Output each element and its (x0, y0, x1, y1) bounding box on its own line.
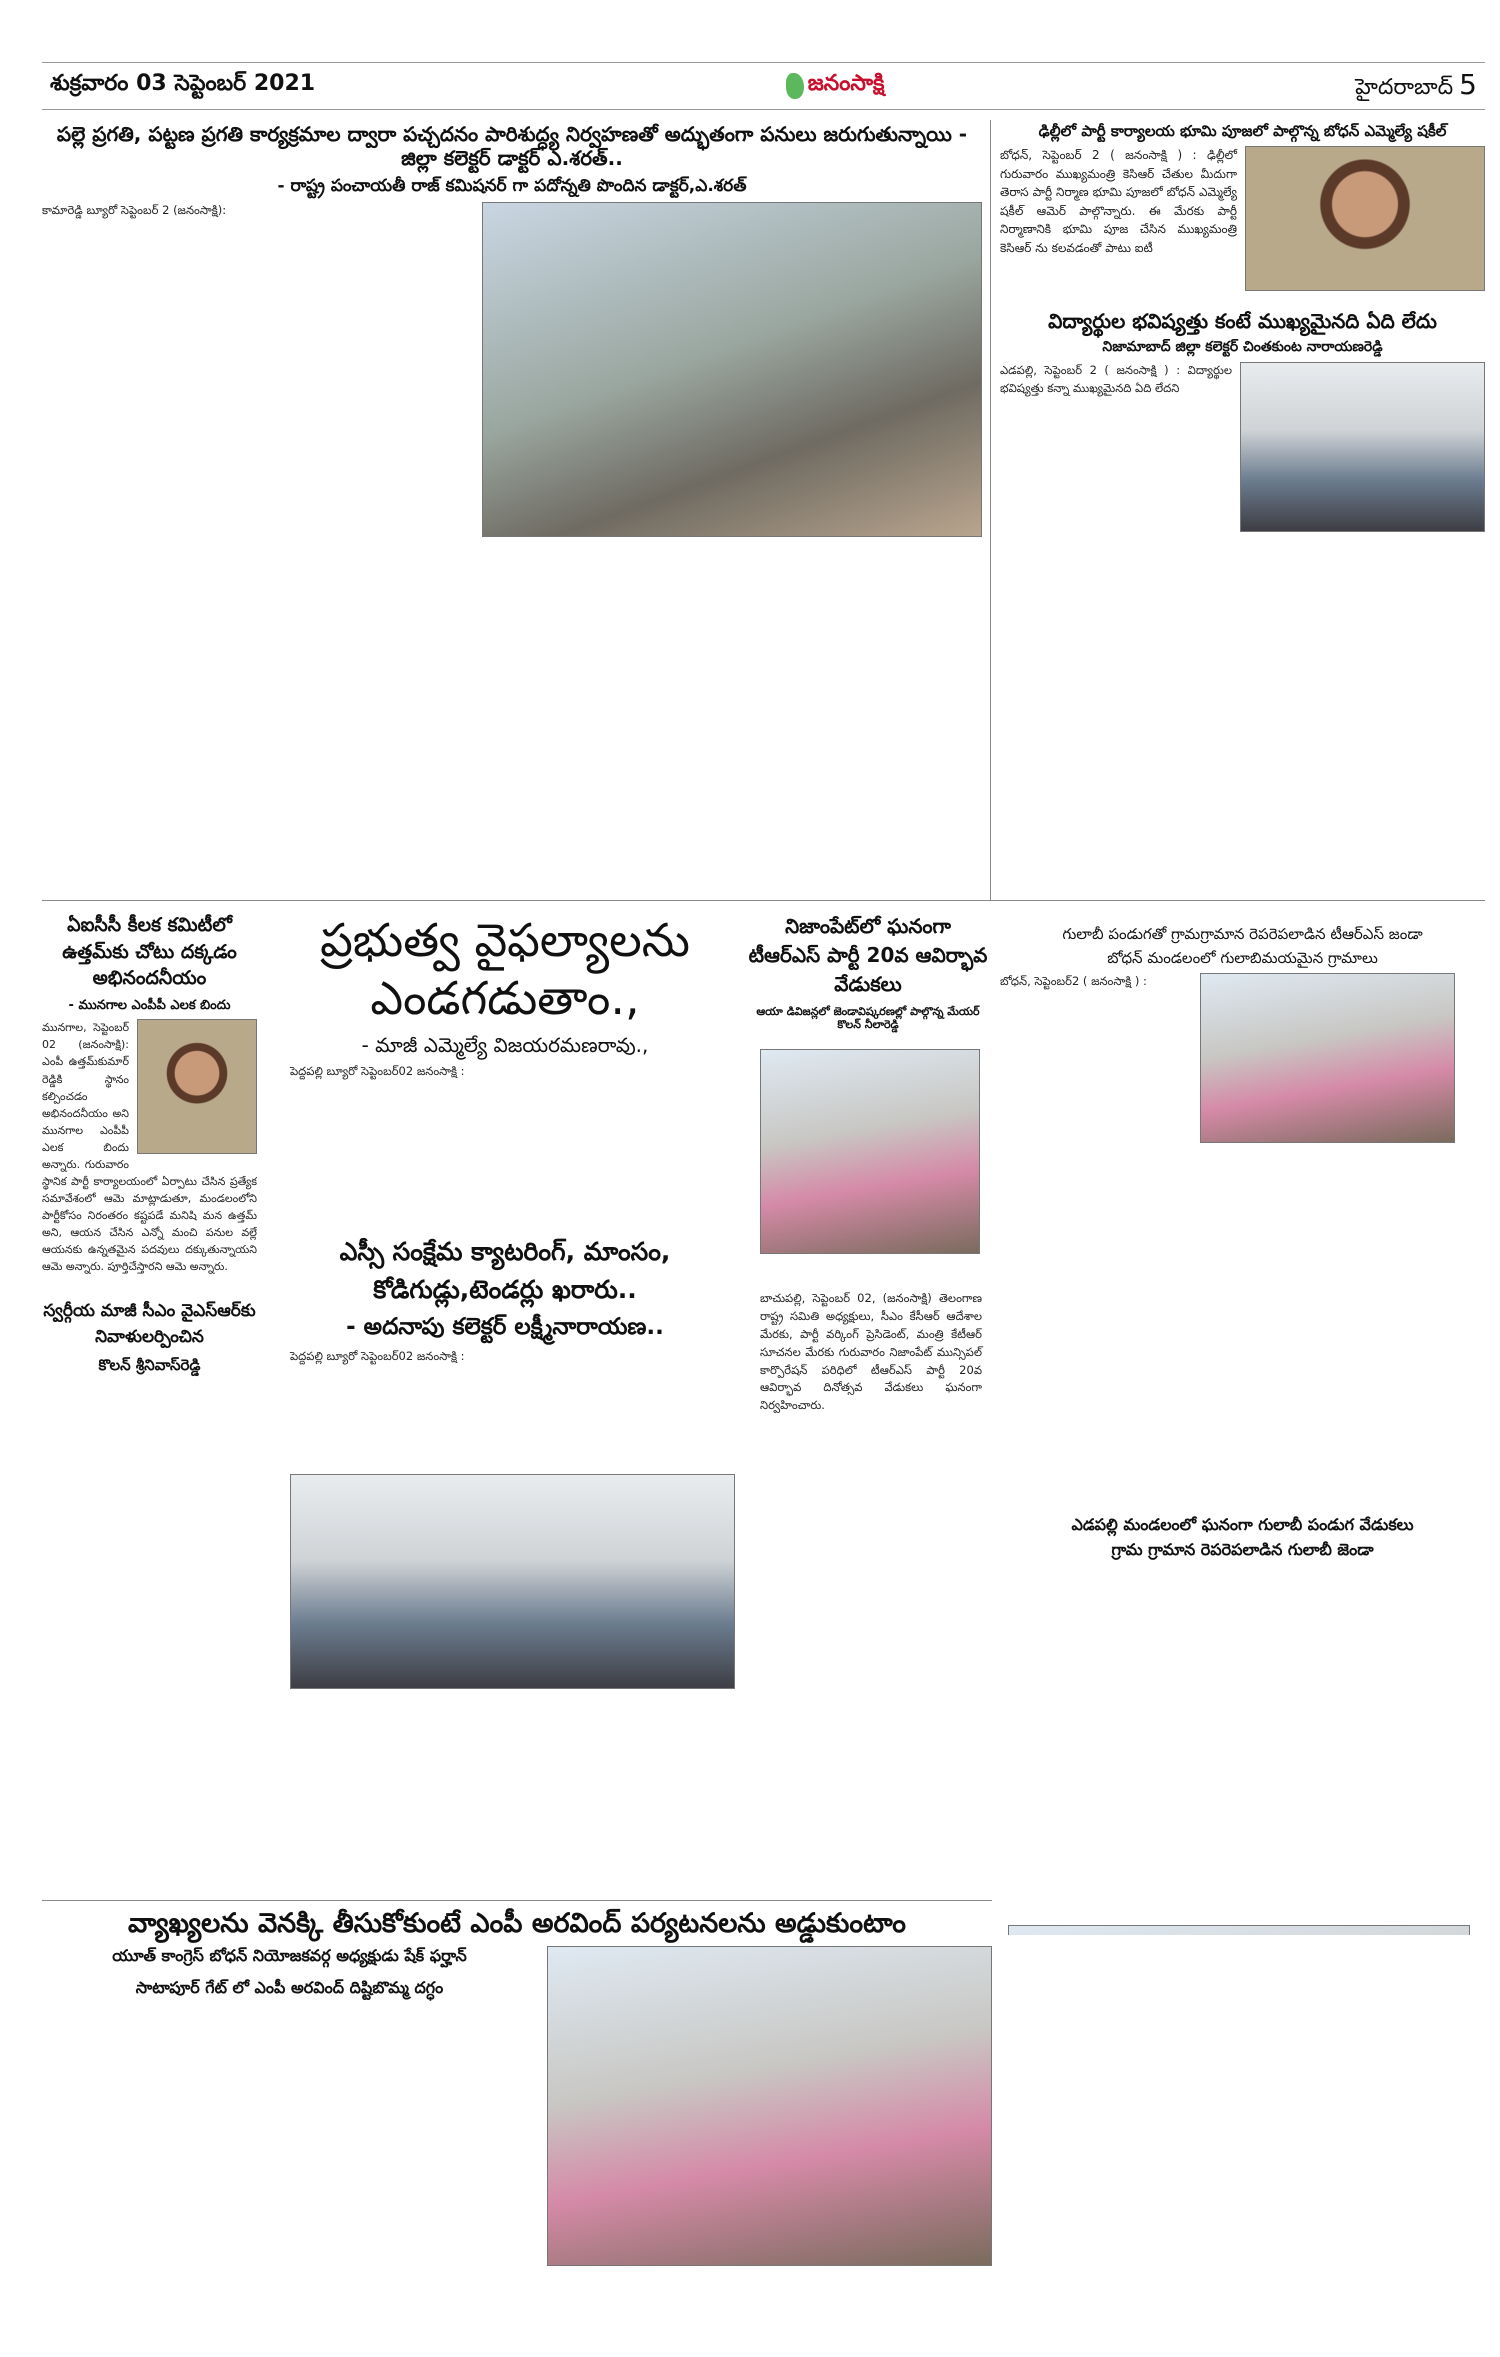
story6-headline: ప్రభుత్వ వైఫల్యాలను ఎండగడుతాం., (320, 913, 690, 1025)
story4 (42, 912, 257, 1275)
middle-center-column (270, 912, 740, 1892)
story3-subhead: నిజామాబాద్ జిల్లా కలెక్టర్ చింతకుంట నారాయణరెడ్డి (1102, 339, 1383, 355)
story1-content (42, 202, 982, 537)
story1-photo (482, 202, 982, 537)
story10-photo (1008, 1925, 1470, 1935)
logo (786, 71, 885, 101)
row-divider (42, 1900, 992, 1901)
story3 (1000, 309, 1485, 532)
top-right-column (1000, 122, 1485, 892)
middle-right-column (1000, 925, 1485, 1935)
row-divider (42, 900, 1485, 901)
logo-map-icon (786, 73, 804, 99)
story1-dateline: కామారెడ్డి బ్యూరో సెప్టెంబర్ 2 (జనంసాక్షి): (42, 203, 227, 218)
story3-headline: విద్యార్థుల భవిష్యత్తు కంటే ముఖ్యమైనది ఏది లేదు (1048, 309, 1437, 333)
story4-photo (137, 1019, 257, 1154)
column-divider (990, 120, 991, 900)
story3-content (1000, 362, 1485, 532)
story11-content (42, 1946, 992, 2266)
story5-subhead: కొలన్ శ్రీనివాస్‌రెడ్డి (98, 1356, 201, 1375)
edition (1355, 68, 1477, 105)
story11 (42, 1908, 992, 2328)
story2-photo (1245, 146, 1485, 291)
issue-date: శుక్రవారం 03 సెప్టెంబర్ 2021 (50, 71, 316, 96)
story3-photo (1240, 362, 1485, 532)
story1-subhead: - రాష్ట్ర పంచాయతీ రాజ్ కమిషనర్ గా పదోన్నతి పొందిన డాక్టర్,ఎ.శరత్ (277, 176, 747, 196)
logo-text: జనంసాక్షి (807, 71, 885, 96)
middle-left-column (42, 912, 257, 1892)
story8 (270, 1233, 740, 1689)
masthead (42, 62, 1485, 110)
story11-headline: వ్యాఖ్యలను వెనక్కి తీసుకోకుంటే ఎంపీ అరవింద్ పర్యటనలను అడ్డుకుంటాం (127, 1908, 906, 1939)
story9-headline: గులాబీ పండుగతో గ్రామగ్రామాన రెపరెపలాడిన టీఆర్ఎస్ జండా (1062, 925, 1423, 943)
story4-headline: ఏఐసీసీ కీలక కమిటీలో ఉత్తమ్‌కు చోటు దక్కడం అభినందనీయం (62, 914, 237, 990)
story6-dateline: పెద్దపల్లి బ్యూరో సెప్టెంబర్02 జనంసాక్షి : (290, 1064, 465, 1078)
story10 (1000, 1515, 1485, 1935)
story7-photo (760, 1049, 980, 1254)
story4-body: మునగాల, సెప్టెంబర్ 02 (జనంసాక్షి): ఎంపీ ఉత్తమ్‌కుమార్ రెడ్డికి స్థానం కల్పించడం అభినందనీయం అని మునగాల ఎంపీపీ ఎలక బిందు అన్నారు. గురువారం స్థానిక పార్టీ కార్యాలయంలో ఏర్పాటు చేసిన ప్రత్యేక సమావేశంలో ఆమె మాట్లాడుతూ, మండలంలోని పార్టీకోసం నిరంతరం కష్టపడే మనిషి మన ఉత్తమ్ అని, ఆయన చేసిన ఎన్నో మంచి పనుల వల్లే ఆయనకు ఉన్నతమైన పదవులు దక్కుతున్నాయని ఆమె అన్నారు. పూర్తిచేస్తారని ఆమె అన్నారు. (42, 1021, 257, 1274)
story1-headline: పల్లె ప్రగతి, పట్టణ ప్రగతి కార్యక్రమాల ద్వారా పచ్చదనం పారిశుద్ధ్య నిర్వహణతో అద్భుతంగా పనులు జరుగుతున్నాయి - జిల్లా కలెక్టర్ డాక్టర్ ఎ.శరత్.. (56, 122, 968, 170)
story9 (1000, 925, 1485, 1495)
page-number: 5 (1459, 67, 1477, 101)
story7-headline: నిజాంపేట్‌లో ఘనంగా టీఆర్ఎస్ పార్టీ 20వ ఆవిర్భావ వేడుకలు (748, 914, 988, 996)
story4-subhead: - మునగాల ఎంపీపీ ఎలక బిందు (68, 997, 231, 1013)
story5 (42, 1299, 257, 1374)
story8-headline: ఎస్సీ సంక్షేమ క్యాటరింగ్, మాంసం, కోడిగుడ్లు,టెండర్లు ఖరారు.. (339, 1237, 671, 1304)
story10-subhead: గ్రామ గ్రామాన రెపరెపలాడిన గులాబీ జెండా (1111, 1540, 1374, 1560)
story5-headline: స్వర్గీయ మాజీ సీఎం వైఎస్ఆర్‌కు నివాళులర్పించిన (43, 1301, 256, 1347)
story8-subhead: - అదనాపు కలెక్టర్ లక్ష్మీనారాయణ.. (346, 1314, 664, 1340)
story2-body: బోధన్, సెప్టెంబర్ 2 ( జనంసాక్షి ) : ఢిల్లీలో గురువారం ముఖ్యమంత్రి కెసిఆర్ చేతుల మీదుగా తెరాస పార్టీ నిర్మాణ భూమి పూజలో బోధన్ ఎమ్మెల్యే షకీల్ ఆమెర్ పాల్గొన్నారు. ఈ మేరకు పార్టీ నిర్మాణానికి భూమి పూజ చేసిన ముఖ్యమంత్రి కెసిఆర్ ను కలవడంతో పాటు ఐటీ (1000, 148, 1237, 255)
story11-subheads (42, 1946, 537, 1996)
story11-photo (547, 1946, 992, 2266)
story4-content (42, 1019, 257, 1275)
story7-subhead: ఆయా డివిజన్లలో జెండావిష్కరణల్లో పాల్గొన్న మేయర్ కొలన్ నీలారెడ్డి (756, 1005, 980, 1032)
story9-dateline: బోధన్, సెప్టెంబర్2 ( జనంసాక్షి ) : (1000, 974, 1147, 988)
story6-subhead: - మాజీ ఎమ్మెల్యే విజయరమణరావు., (361, 1033, 649, 1057)
story8-photo (290, 1474, 735, 1689)
story7 (748, 912, 988, 1892)
story2 (1000, 122, 1485, 291)
story2-content (1000, 146, 1485, 291)
story10-headline: ఎడపల్లి మండలంలో ఘనంగా గులాబీ పండుగ వేడుకలు (1071, 1515, 1414, 1534)
story9-photo (1200, 973, 1455, 1143)
story2-headline: ఢిల్లీలో పార్టీ కార్యాలయ భూమి పూజలో పాల్గొన్న బోధన్ ఎమ్మెల్యే షకీల్ (1038, 122, 1447, 140)
story7-body: బాచుపల్లి, సెప్టెంబర్ 02, (జనంసాక్షి) తెలంగాణ రాష్ట్ర సమితి అధ్యక్షులు, సీఎం కేసీఆర్ ఆదేశాల మేరకు, పార్టీ వర్కింగ్ ప్రెసిడెంట్, మంత్రి కేటీఆర్ సూచనల మేరకు గురువారం నిజాంపేట్ మున్సిపల్ కార్పొరేషన్ పరిధిలో టీఆర్ఎస్ పార్టీ 20వ ఆవిర్భావ దినోత్సవ వేడుకలు ఘనంగా నిర్వహించారు. (760, 1291, 982, 1413)
story3-body: ఎడపల్లి, సెప్టెంబర్ 2 ( జనంసాక్షి ) : విద్యార్థుల భవిష్యత్తు కన్నా ముఖ్యమైనది ఏది లేదని (1000, 362, 1232, 395)
story1 (42, 122, 982, 892)
story11-subhead-2: సాటాపూర్ గేట్ లో ఎంపీ అరవింద్ దిష్టిబొమ్మ దగ్ధం (135, 1977, 444, 1997)
edition-city: హైదరాబాద్ (1355, 74, 1454, 100)
story9-content (1000, 973, 1485, 1143)
story9-subhead: బోధన్ మండలంలో గులాబిమయమైన గ్రామాలు (1107, 949, 1378, 967)
story6 (270, 912, 740, 1213)
story11-subhead-1: యూత్ కాంగ్రెస్ బోధన్ నియోజకవర్గ అధ్యక్షుడు షేక్ ఫర్హాన్ (112, 1946, 467, 1966)
story8-dateline: పెద్దపల్లి బ్యూరో సెప్టెంబర్02 జనంసాక్షి : (290, 1348, 465, 1363)
